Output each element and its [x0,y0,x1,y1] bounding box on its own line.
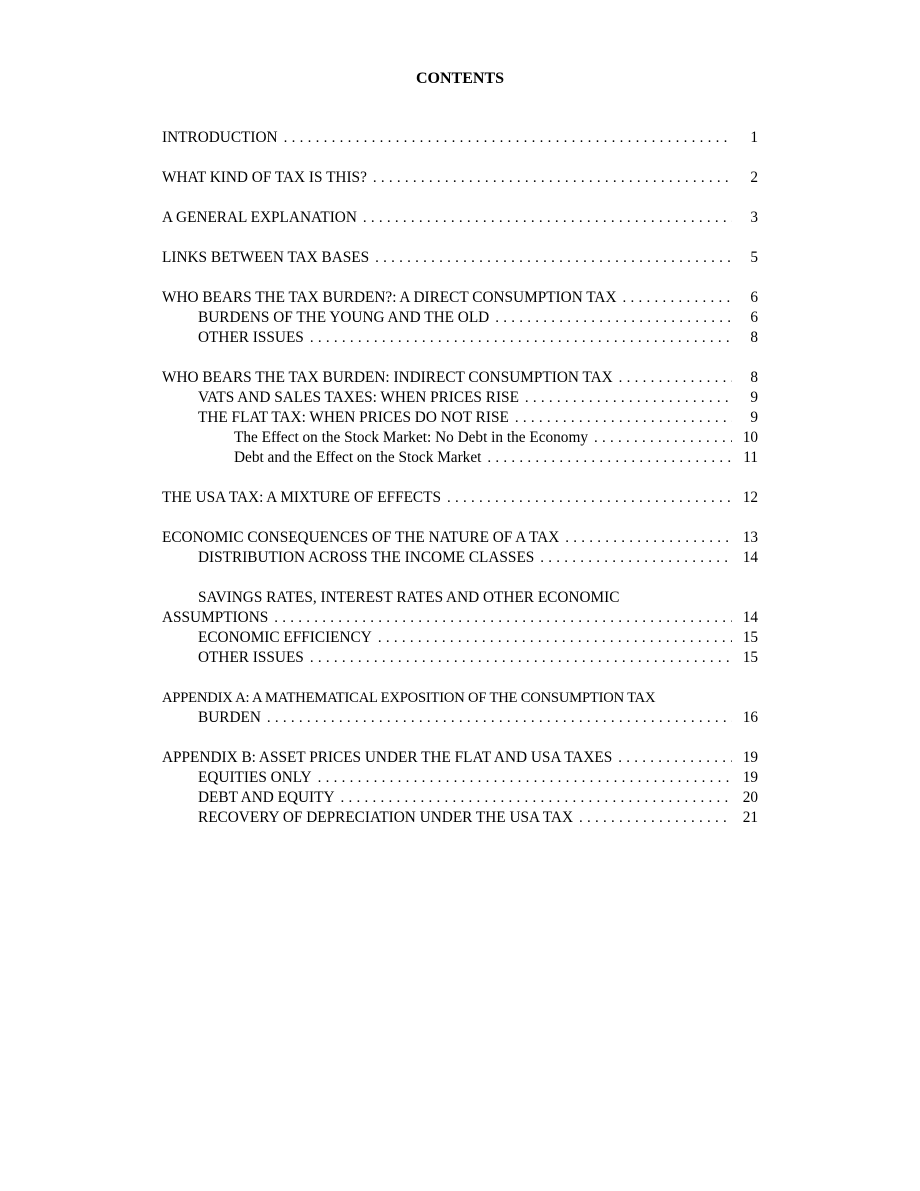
toc-subentry[interactable] [162,648,758,668]
dot-leader [267,708,732,728]
dot-leader [487,448,732,468]
toc-entry[interactable] [162,168,758,188]
toc-page-number: 21 [742,809,758,826]
dot-leader [540,548,732,568]
toc-page-number: 14 [742,549,758,566]
toc-entry-text: OTHER ISSUES [198,328,310,348]
toc-entry-text: WHO BEARS THE TAX BURDEN?: A DIRECT CONSUMPTION TAX [162,288,623,308]
toc-page-number: 6 [750,289,758,306]
toc-page-number: 11 [743,449,758,466]
toc-page-number: 16 [742,709,758,726]
toc-entry-text: WHO BEARS THE TAX BURDEN: INDIRECT CONSUMPTION TAX [162,368,619,388]
toc-entry[interactable] [162,208,758,228]
toc-entry-text: The Effect on the Stock Market: No Debt in the Economy [234,428,594,448]
toc-subsubentry[interactable] [162,448,758,468]
toc-page-number: 1 [750,129,758,146]
toc-entry-text: APPENDIX A: A MATHEMATICAL EXPOSITION OF THE CONSUMPTION TAX [162,690,656,706]
dot-leader [310,328,732,348]
toc-entry-text: DEBT AND EQUITY [198,788,341,808]
toc-page-number: 20 [742,789,758,806]
dot-leader [525,388,732,408]
dot-leader [284,128,732,148]
toc-page-number: 6 [750,309,758,326]
dot-leader [619,368,732,388]
toc-entry-heading-wrapped[interactable] [162,688,758,708]
toc-entry-heading-wrapped[interactable] [162,588,758,608]
toc-subsubentry[interactable] [162,428,758,448]
toc-subentry[interactable] [162,768,758,788]
toc-entry-text: ECONOMIC EFFICIENCY [198,628,378,648]
toc-entry[interactable] [162,368,758,388]
toc-page-number: 2 [750,169,758,186]
toc-entry[interactable] [162,608,758,628]
toc-entry-text: EQUITIES ONLY [198,768,318,788]
toc-entry[interactable] [162,528,758,548]
toc-entry-text: THE USA TAX: A MIXTURE OF EFFECTS [162,488,447,508]
toc-entry[interactable] [162,288,758,308]
toc-subentry[interactable] [162,548,758,568]
toc-page-number: 15 [742,629,758,646]
toc-entry[interactable] [162,488,758,508]
toc-page-number: 13 [742,529,758,546]
toc-subentry[interactable] [162,388,758,408]
toc-entry-text: APPENDIX B: ASSET PRICES UNDER THE FLAT AND USA TAXES [162,748,618,768]
toc-entry[interactable] [162,128,758,148]
toc-entry-text: VATS AND SALES TAXES: WHEN PRICES RISE [198,388,525,408]
toc-entry-text: ASSUMPTIONS [162,608,274,628]
dot-leader [310,648,732,668]
toc-page-number: 5 [750,249,758,266]
toc-entry-text: A GENERAL EXPLANATION [162,208,363,228]
dot-leader [579,808,732,828]
toc-subentry[interactable] [162,628,758,648]
toc-entry-text: BURDEN [198,708,267,728]
toc-entry-text: INTRODUCTION [162,128,284,148]
dot-leader [318,768,732,788]
dot-leader [495,308,732,328]
toc-entry-text: ECONOMIC CONSEQUENCES OF THE NATURE OF A TAX [162,528,565,548]
dot-leader [447,488,732,508]
toc-page-number: 19 [742,749,758,766]
toc-subentry[interactable] [162,408,758,428]
dot-leader [274,608,732,628]
toc-entry-text: OTHER ISSUES [198,648,310,668]
dot-leader [565,528,732,548]
toc-entry-text: SAVINGS RATES, INTEREST RATES AND OTHER ECONOMIC [198,589,620,606]
table-of-contents [162,128,758,828]
toc-subentry[interactable] [162,788,758,808]
toc-page-number: 9 [750,389,758,406]
toc-entry-text: LINKS BETWEEN TAX BASES [162,248,375,268]
toc-page-number: 3 [750,209,758,226]
toc-page-number: 10 [742,429,758,446]
dot-leader [363,208,732,228]
dot-leader [341,788,732,808]
toc-entry[interactable] [162,248,758,268]
toc-page-number: 12 [742,489,758,506]
toc-entry-text: THE FLAT TAX: WHEN PRICES DO NOT RISE [198,408,515,428]
toc-page-number: 8 [750,369,758,386]
toc-entry-text: WHAT KIND OF TAX IS THIS? [162,168,373,188]
toc-entry-text: DISTRIBUTION ACROSS THE INCOME CLASSES [198,548,540,568]
toc-entry-text: BURDENS OF THE YOUNG AND THE OLD [198,308,495,328]
dot-leader [515,408,732,428]
dot-leader [594,428,732,448]
dot-leader [623,288,733,308]
toc-entry-text: RECOVERY OF DEPRECIATION UNDER THE USA TAX [198,808,579,828]
dot-leader [373,168,732,188]
toc-page-number: 14 [742,609,758,626]
dot-leader [618,748,732,768]
toc-subentry[interactable] [162,808,758,828]
toc-entry[interactable] [162,748,758,768]
toc-subentry[interactable] [162,308,758,328]
dot-leader [378,628,732,648]
toc-page-number: 19 [742,769,758,786]
toc-page-number: 9 [750,409,758,426]
toc-subentry[interactable] [162,328,758,348]
page-title: CONTENTS [415,70,505,87]
dot-leader [375,248,732,268]
toc-page-number: 8 [750,329,758,346]
toc-entry-continuation[interactable] [162,708,758,728]
toc-page-number: 15 [742,649,758,666]
toc-entry-text: Debt and the Effect on the Stock Market [234,448,487,468]
